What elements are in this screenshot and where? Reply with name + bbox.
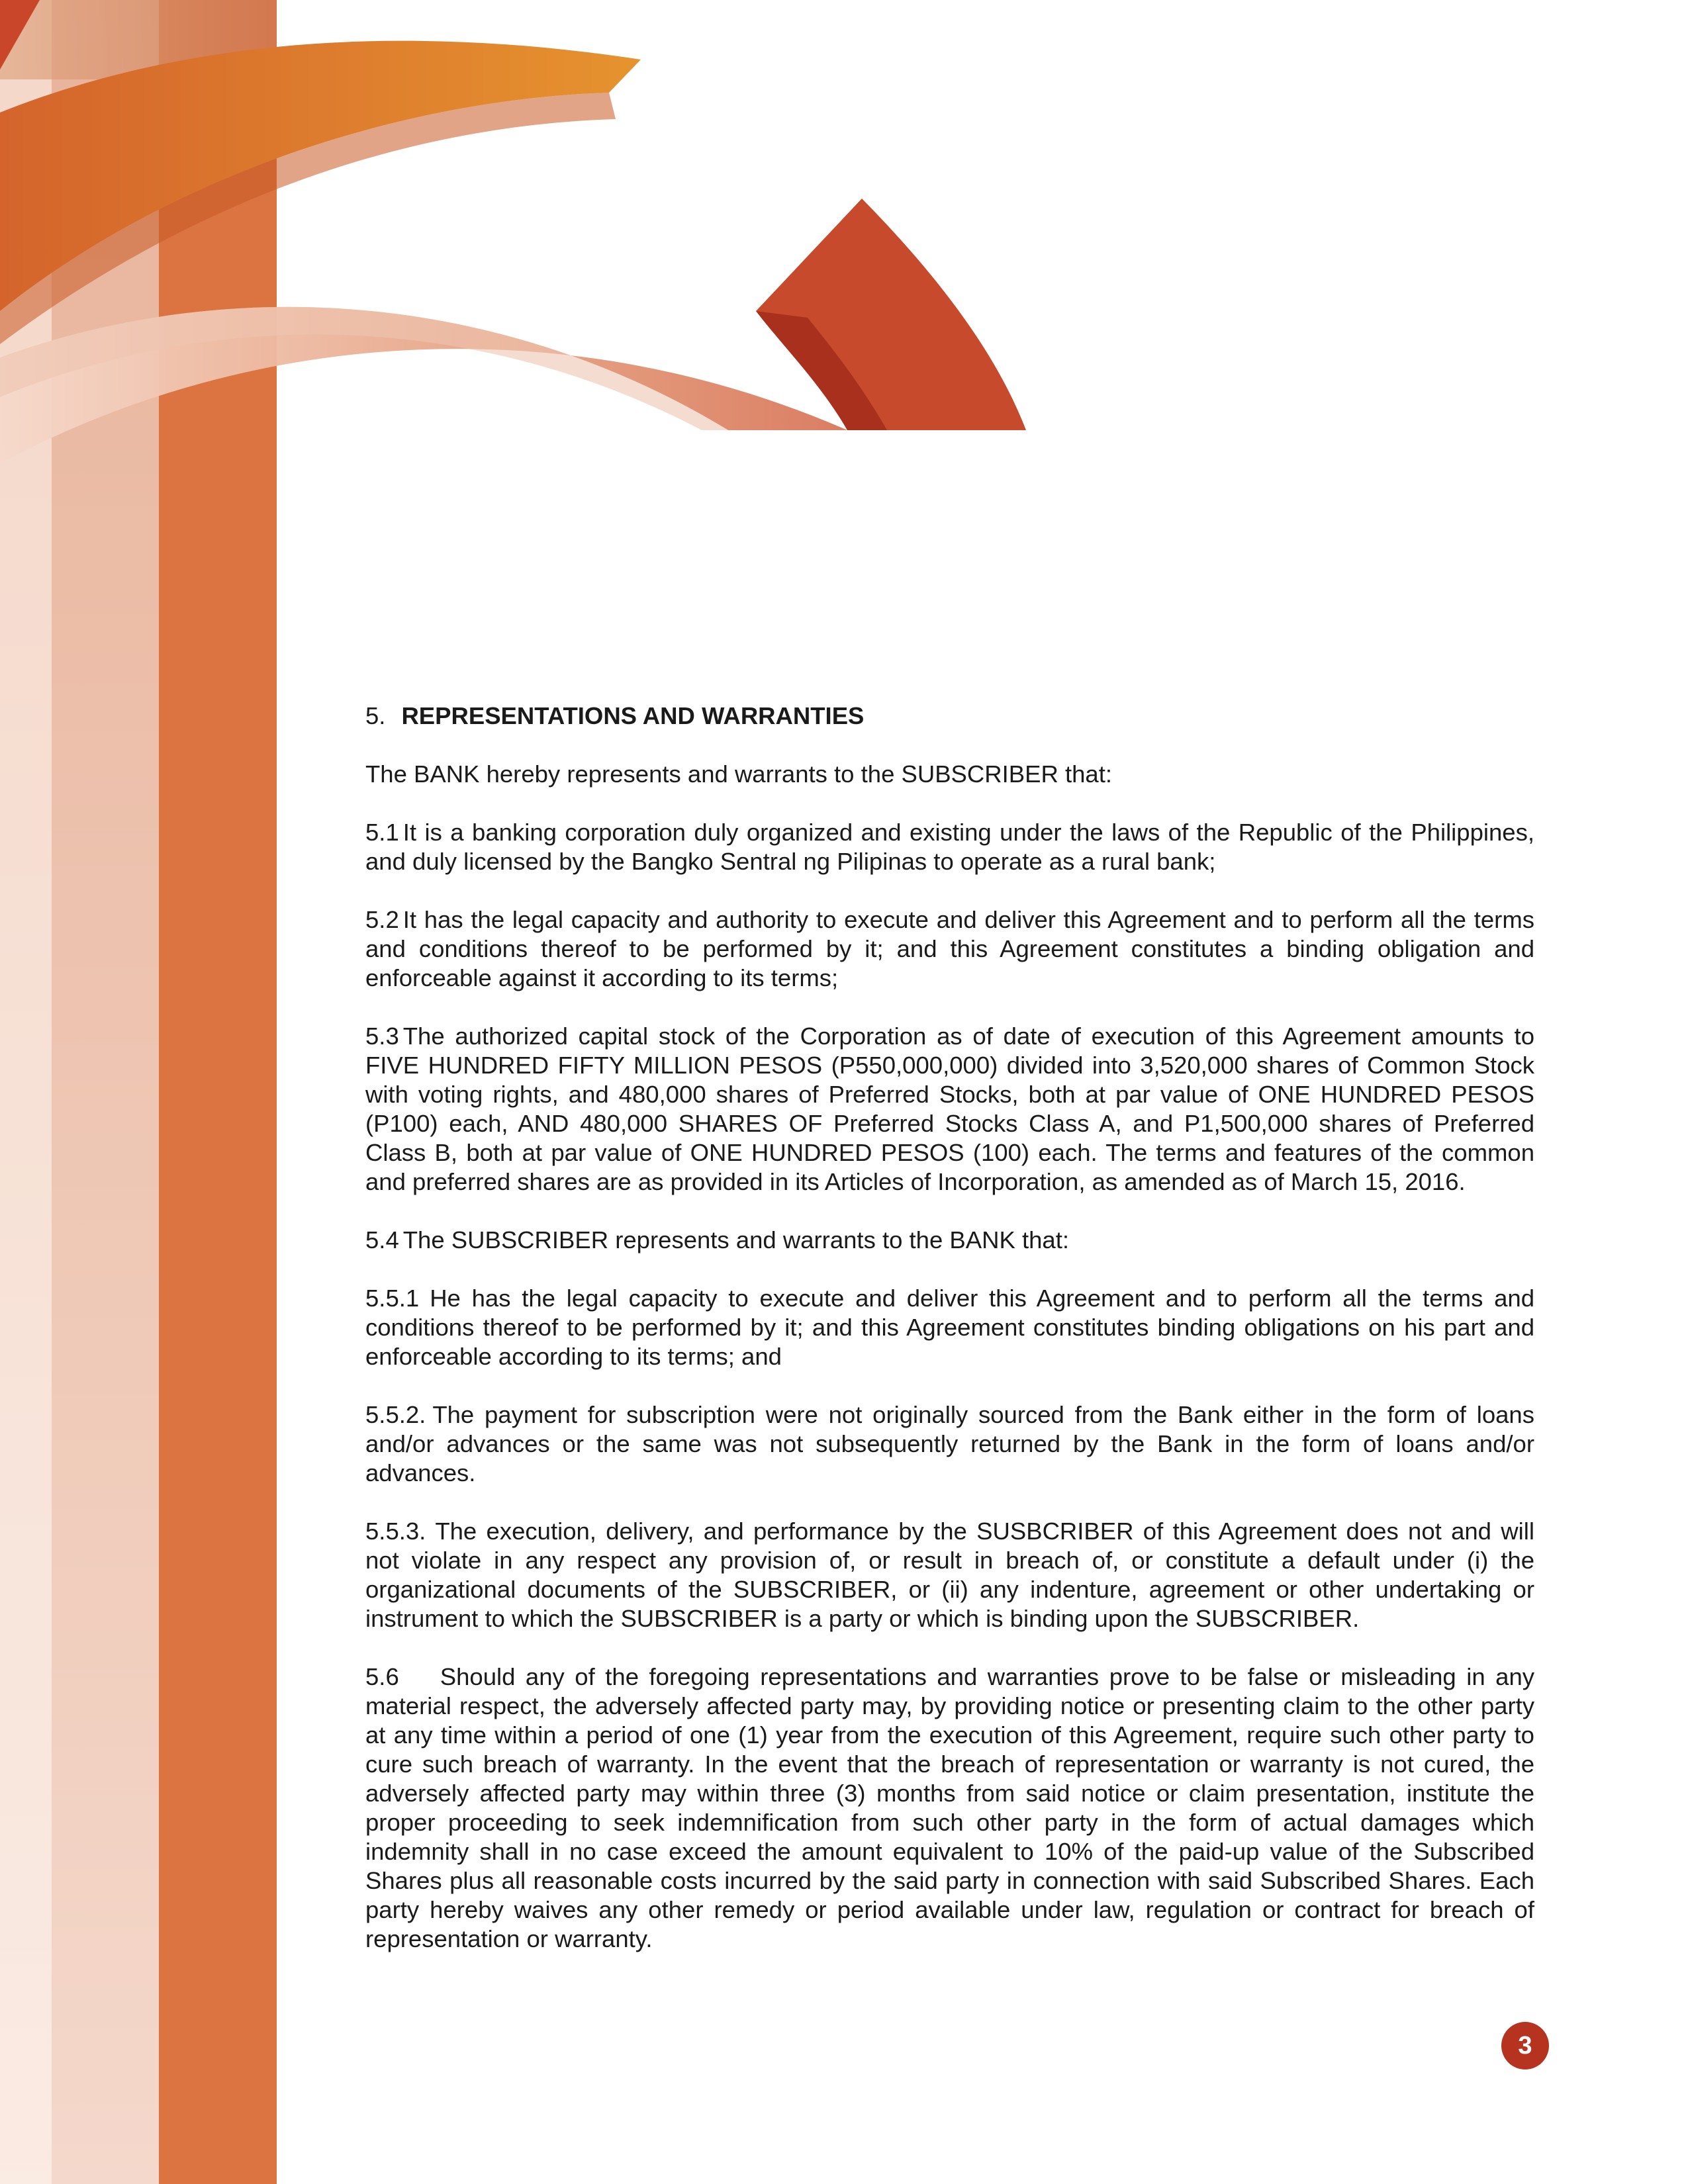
clause-5-5-1 <box>365 1284 1534 1371</box>
clause-number: 5.4 <box>365 1226 399 1253</box>
clause-number: 5.1 <box>365 819 399 846</box>
section-heading <box>365 702 1534 731</box>
clause-text: The payment for subscription were not originally sourced from the Bank either in the form of loans and/or advances or the same was not subsequently returned by the Bank in the form of loans and/or advances. <box>365 1401 1534 1486</box>
clause-5-6 <box>365 1662 1534 1954</box>
section-title: REPRESENTATIONS AND WARRANTIES <box>401 702 865 729</box>
clause-5-5-3 <box>365 1517 1534 1633</box>
clause-5-5-2 <box>365 1400 1534 1488</box>
clause-number: 5.3 <box>365 1023 399 1050</box>
clause-5-2 <box>365 905 1534 993</box>
clause-5-1 <box>365 818 1534 876</box>
clause-text: He has the legal capacity to execute and deliver this Agreement and to perform all the terms and conditions thereof to be performed by it; and this Agreement constitutes binding obligations on his part and enforceable according to its terms; and <box>365 1285 1534 1370</box>
clause-number: 5.2 <box>365 906 399 933</box>
clause-text: The authorized capital stock of the Corporation as of date of execution of this Agreement amounts to FIVE HUNDRED FIFTY MILLION PESOS (P550,000,000) divided into 3,520,000 shares of Common Stock with voting rights, and 480,000 shares of Preferred Stocks, both at par value of ONE HUNDRED PESOS (P100) each, AND 480,000 SHARES OF Preferred Stocks Class A, and P1,500,000 shares of Preferred Class B, both at par value of ONE HUNDRED PESOS (100) each. The terms and features of the common and preferred shares are as provided in its Articles of Incorporation, as amended as of March 15, 2016. <box>365 1023 1534 1195</box>
clause-5-4 <box>365 1226 1534 1255</box>
clause-text: Should any of the foregoing representations and warranties prove to be false or misleading in any material respect, the adversely affected party may, by providing notice or presenting claim to the other party at any time within a period of one (1) year from the execution of this Agreement, require such other party to cure such breach of warranty. In the event that the breach of representation or warranty is not cured, the adversely affected party may within three (3) months from said notice or claim presentation, institute the proper proceeding to seek indemnification from such other party in the form of actual damages which indemnity shall in no case exceed the amount equivalent to 10% of the paid-up value of the Subscribed Shares plus all reasonable costs incurred by the said party in connection with said Subscribed Shares. Each party hereby waives any other remedy or period available under law, regulation or contract for breach of representation or warranty. <box>365 1663 1534 1952</box>
clause-text: The execution, delivery, and performance by the SUSBCRIBER of this Agreement does not and will not violate in any respect any provision of, or result in breach of, or constitute a default under (i) the organizational documents of the SUBSCRIBER, or (ii) any indenture, agreement or other undertaking or instrument to which the SUBSCRIBER is a party or which is binding upon the SUBSCRIBER. <box>365 1518 1534 1632</box>
clause-number: 5.6 <box>365 1663 399 1690</box>
clause-number: 5.5.2. <box>365 1401 426 1428</box>
clause-text: It is a banking corporation duly organized and existing under the laws of the Republic of the Philippines, and duly licensed by the Bangko Sentral ng Pilipinas to operate as a rural bank; <box>365 819 1534 875</box>
intro-paragraph: The BANK hereby represents and warrants to the SUBSCRIBER that: <box>365 760 1112 788</box>
clause-text: The SUBSCRIBER represents and warrants to the BANK that: <box>402 1226 1069 1253</box>
page-number-badge: 3 <box>1501 2022 1549 2070</box>
clause-number: 5.5.3. <box>365 1518 426 1545</box>
document-body <box>365 702 1534 1983</box>
clause-number: 5.5.1 <box>365 1285 420 1312</box>
clause-text: It has the legal capacity and authority to execute and deliver this Agreement and to perform all the terms and conditions thereof to be performed by it; and this Agreement constitutes a binding obligation and enforceable against it according to its terms; <box>365 906 1534 991</box>
clause-5-3 <box>365 1022 1534 1197</box>
section-number: 5. <box>365 702 386 729</box>
